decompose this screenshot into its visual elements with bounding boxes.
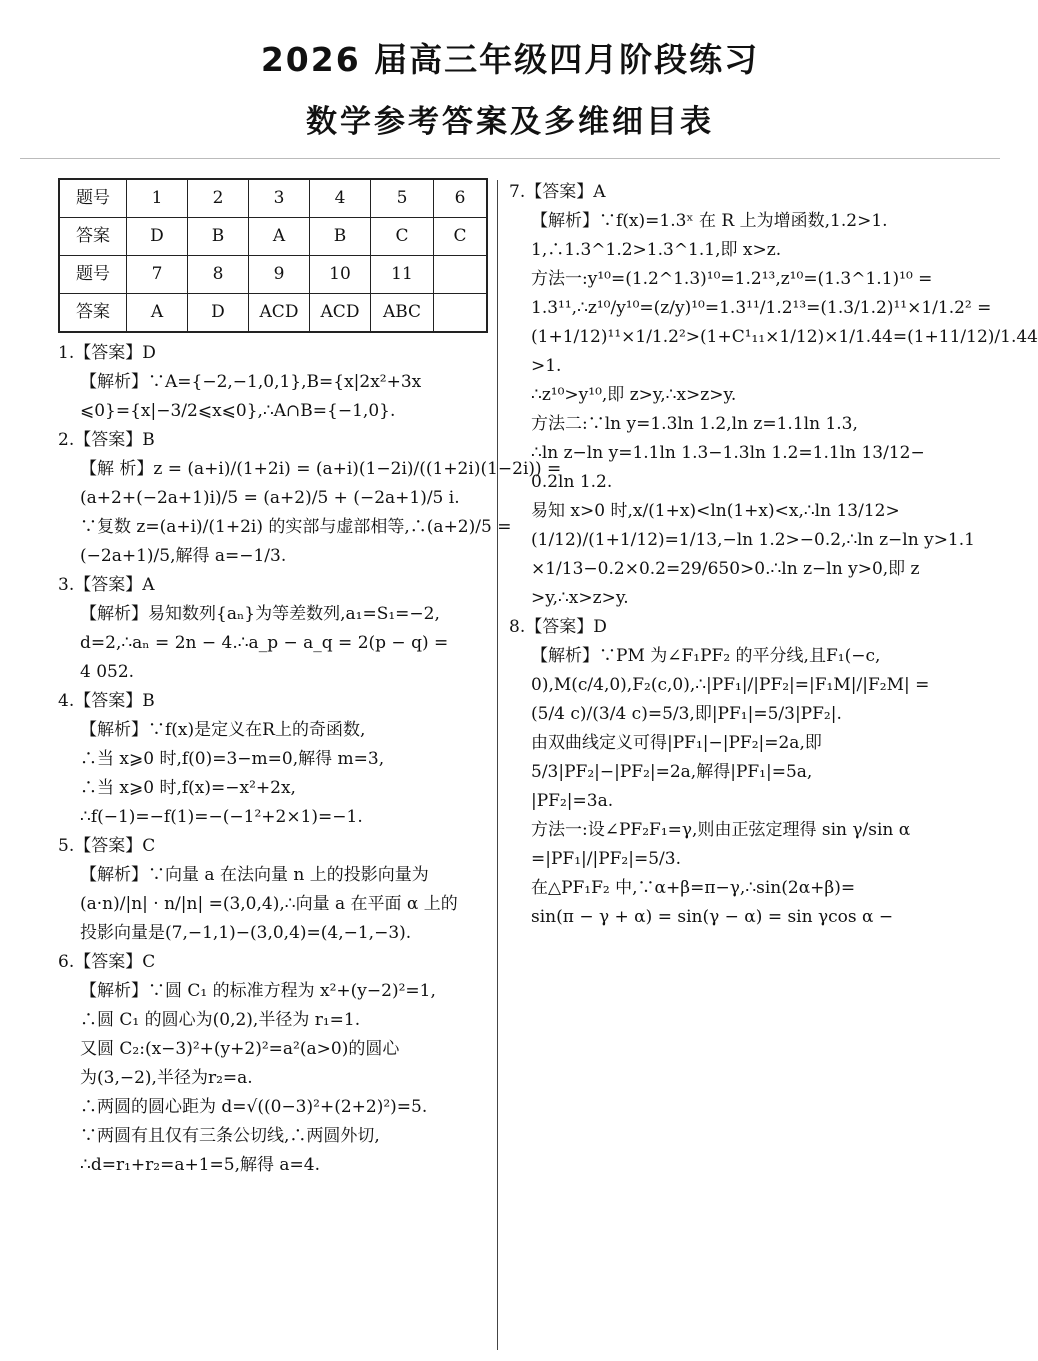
answer-table-row — [59, 218, 487, 256]
solution-line: sin(π − γ + α) = sin(γ − α) = sin γcos α − — [531, 907, 894, 927]
solution-line: 又圆 C₂:(x−3)²+(y+2)²=a²(a>0)的圆心 — [80, 1039, 400, 1059]
solution-line: 【解析】∵A={−2,−1,0,1},B={x|2x²+3x — [80, 372, 422, 392]
solution-line: 0.2ln 1.2. — [531, 472, 613, 492]
solution-line: 【解析】∵PM 为∠F₁PF₂ 的平分线,且F₁(−c, — [531, 646, 881, 666]
header-rule — [20, 158, 1000, 159]
solution-line: 【解析】∵f(x)是定义在R上的奇函数, — [80, 720, 366, 740]
answer-table-row — [59, 179, 487, 218]
page-title: 2026 届高三年级四月阶段练习 — [260, 40, 760, 79]
question-answer-heading: 2.【答案】B — [58, 430, 155, 450]
answer-table-cell: ACD — [249, 294, 310, 333]
solution-line: =|PF₁|/|PF₂|=5/3. — [531, 849, 681, 869]
answer-table-cell: 6 — [434, 179, 488, 218]
solution-line: ∴z¹⁰>y¹⁰,即 z>y,∴x>z>y. — [531, 385, 737, 405]
solution-line: ⩽0}={x|−3/2⩽x⩽0},∴A∩B={−1,0}. — [80, 401, 396, 421]
answer-table-cell: ABC — [371, 294, 434, 333]
answer-table-cell — [434, 294, 488, 333]
solution-line: 方法二:∵ln y=1.3ln 1.2,ln z=1.1ln 1.3, — [531, 414, 858, 434]
solution-line: ∵两圆有且仅有三条公切线,∴两圆外切, — [80, 1126, 380, 1146]
solution-line: 方法一:设∠PF₂F₁=γ,则由正弦定理得 sin γ/sin α — [531, 820, 911, 840]
right-solutions — [509, 178, 1038, 932]
solution-line: 【解析】∵向量 a 在法向量 n 上的投影向量为 — [80, 865, 429, 885]
solution-line: ∴ln z−ln y=1.1ln 1.3−1.3ln 1.2=1.1ln 13/12− — [531, 443, 925, 463]
answer-table-row-header: 题号 — [59, 256, 127, 294]
solution-line: 【解 析】z = (a+i)/(1+2i) = (a+i)(1−2i)/((1+2i)(1−2i)) = — [80, 459, 562, 479]
answer-table-cell: 11 — [371, 256, 434, 294]
solution-line: ∴d=r₁+r₂=a+1=5,解得 a=4. — [80, 1155, 320, 1175]
question-answer-heading: 1.【答案】D — [58, 343, 156, 363]
solution-line: 【解析】∵f(x)=1.3ˣ 在 R 上为增函数,1.2>1. — [531, 211, 888, 231]
right-column — [509, 178, 1038, 932]
answer-table-cell: B — [310, 218, 371, 256]
answer-table-row — [59, 256, 487, 294]
question-answer-heading: 7.【答案】A — [509, 182, 606, 202]
answer-table-cell: 4 — [310, 179, 371, 218]
answer-table-cell: B — [188, 218, 249, 256]
solution-line: (a·n)/|n| · n/|n| =(3,0,4),∴向量 a 在平面 α 上的 — [80, 894, 458, 914]
solution-line: |PF₂|=3a. — [531, 791, 614, 811]
question-answer-heading: 4.【答案】B — [58, 691, 155, 711]
solution-line: (a+2+(−2a+1)i)/5 = (a+2)/5 + (−2a+1)/5 i. — [80, 488, 460, 508]
solution-line: 4 052. — [80, 662, 135, 682]
answer-table-cell: 1 — [127, 179, 188, 218]
solution-line: (5/4 c)/(3/4 c)=5/3,即|PF₁|=5/3|PF₂|. — [531, 704, 842, 724]
answer-table-cell: A — [249, 218, 310, 256]
solution-line: 易知 x>0 时,x/(1+x)<ln(1+x)<x,∴ln 13/12> — [531, 501, 900, 521]
solution-line: d=2,∴aₙ = 2n − 4.∴a_p − a_q = 2(p − q) = — [80, 633, 449, 653]
answer-table-cell: C — [434, 218, 488, 256]
answer-table-cell: 8 — [188, 256, 249, 294]
answer-table-cell: 3 — [249, 179, 310, 218]
solution-line: (1+1/12)¹¹×1/1.2²>(1+C¹₁₁×1/12)×1/1.44=(1+11/12)/1.44 — [531, 327, 1038, 347]
solution-line: ×1/13−0.2×0.2=29/650>0.∴ln z−ln y>0,即 z — [531, 559, 920, 579]
answer-table-cell: 2 — [188, 179, 249, 218]
solution-line: >1. — [531, 356, 562, 376]
solution-line: ∴当 x⩾0 时,f(0)=3−m=0,解得 m=3, — [80, 749, 385, 769]
answer-table-cell: D — [188, 294, 249, 333]
answer-table-cell: D — [127, 218, 188, 256]
answer-table-cell: ACD — [310, 294, 371, 333]
solution-line: 【解析】易知数列{aₙ}为等差数列,a₁=S₁=−2, — [80, 604, 440, 624]
solution-line: 在△PF₁F₂ 中,∵α+β=π−γ,∴sin(2α+β)= — [531, 878, 856, 898]
answer-table-cell — [434, 256, 488, 294]
answer-table-row-header: 题号 — [59, 179, 127, 218]
answer-table — [58, 178, 488, 333]
question-answer-heading: 5.【答案】C — [58, 836, 156, 856]
solution-line: 0),M(c/4,0),F₂(c,0),∴|PF₁|/|PF₂|=|F₁M|/|F₂M| = — [531, 675, 930, 695]
solution-line: 【解析】∵圆 C₁ 的标准方程为 x²+(y−2)²=1, — [80, 981, 436, 1001]
solution-line: 1,∴1.3^1.2>1.3^1.1,即 x>z. — [531, 240, 782, 260]
solution-line: 投影向量是(7,−1,1)−(3,0,4)=(4,−1,−3). — [80, 923, 412, 943]
solution-line: ∴两圆的圆心距为 d=√((0−3)²+(2+2)²)=5. — [80, 1097, 428, 1117]
answer-table-row-header: 答案 — [59, 218, 127, 256]
solution-line: 1.3¹¹,∴z¹⁰/y¹⁰=(z/y)¹⁰=1.3¹¹/1.2¹³=(1.3/1.2)¹¹×1/1.2² = — [531, 298, 992, 318]
solution-line: >y,∴x>z>y. — [531, 588, 629, 608]
solution-line: ∴当 x⩾0 时,f(x)=−x²+2x, — [80, 778, 296, 798]
solution-line: (1/12)/(1+1/12)=1/13,−ln 1.2>−0.2,∴ln z−ln y>1.1 — [531, 530, 975, 550]
question-answer-heading: 6.【答案】C — [58, 952, 156, 972]
solution-line: 由双曲线定义可得|PF₁|−|PF₂|=2a,即 — [531, 733, 822, 753]
answer-table-cell: C — [371, 218, 434, 256]
column-divider — [497, 180, 498, 1350]
solution-line: ∴f(−1)=−f(1)=−(−1²+2×1)=−1. — [80, 807, 363, 827]
answer-table-row-header: 答案 — [59, 294, 127, 333]
question-answer-heading: 8.【答案】D — [509, 617, 607, 637]
answer-table-cell: 9 — [249, 256, 310, 294]
answer-table-cell: A — [127, 294, 188, 333]
solution-line: 5/3|PF₂|−|PF₂|=2a,解得|PF₁|=5a, — [531, 762, 813, 782]
answer-table-row — [59, 294, 487, 333]
answer-table-cell: 7 — [127, 256, 188, 294]
solution-line: ∵复数 z=(a+i)/(1+2i) 的实部与虚部相等,∴(a+2)/5 = — [80, 517, 512, 537]
answer-table-cell: 5 — [371, 179, 434, 218]
solution-line: ∴圆 C₁ 的圆心为(0,2),半径为 r₁=1. — [80, 1010, 361, 1030]
solution-line: (−2a+1)/5,解得 a=−1/3. — [80, 546, 287, 566]
solution-line: 方法一:y¹⁰=(1.2^1.3)¹⁰=1.2¹³,z¹⁰=(1.3^1.1)¹⁰ = — [531, 269, 933, 289]
question-answer-heading: 3.【答案】A — [58, 575, 155, 595]
answer-table-cell: 10 — [310, 256, 371, 294]
page-subtitle: 数学参考答案及多维细目表 — [306, 104, 714, 140]
solution-line: 为(3,−2),半径为r₂=a. — [80, 1068, 253, 1088]
